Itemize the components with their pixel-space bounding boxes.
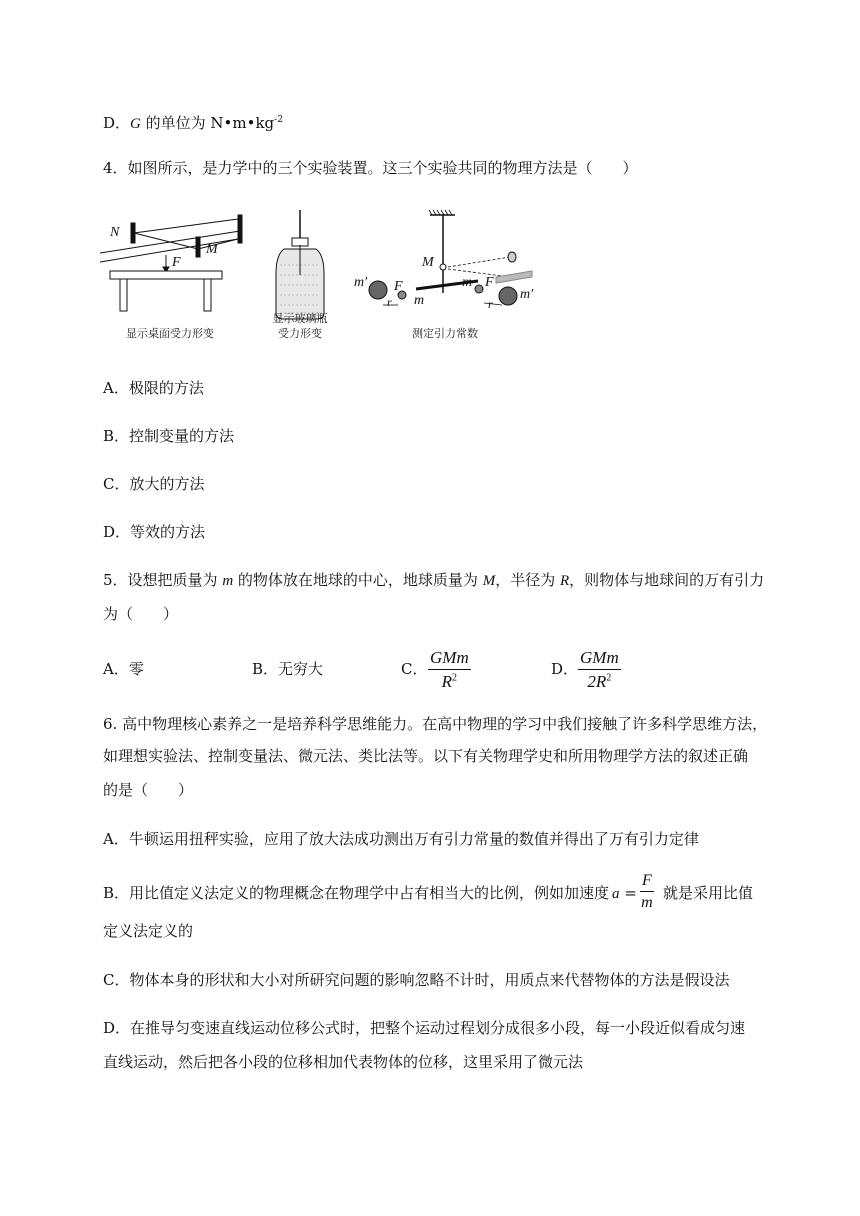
q3-option-d-text: 的单位为 N•m•kg — [140, 114, 275, 132]
q4-option-a: A．极限的方法 — [103, 379, 204, 397]
caption-bottle-line1: 显示玻璃瓶 — [272, 312, 328, 325]
q4-stem: 4．如图所示，是力学中的三个实验装置。这三个实验共同的物理方法是（ ） — [103, 159, 638, 177]
q3-option-d-prefix: D． — [103, 114, 131, 132]
q6-option-d-line1: D．在推导匀变速直线运动位移公式时，把整个运动过程划分成很多小段，每一小段近似看成匀速 — [103, 1019, 746, 1037]
q5-option-d-den-exp: 2 — [606, 672, 612, 684]
q5-stem-mid1: 的物体放在地球的中心，地球质量为 — [233, 571, 483, 589]
label-f-left: F — [394, 279, 403, 294]
label-m-small-right: m — [462, 275, 473, 290]
q6-option-b — [103, 883, 609, 903]
q5-stem-mid2: ，半径为 — [495, 571, 560, 589]
bottle-drawing — [276, 210, 324, 319]
q5-option-c-numerator: GMm — [428, 648, 471, 670]
q5-var-M: M — [482, 573, 496, 589]
label-m-torsion: M — [422, 255, 434, 270]
q5-option-c-denominator — [428, 670, 471, 692]
caption-table: 显示桌面受力形变 — [126, 327, 214, 340]
q4-option-d: D．等效的方法 — [103, 523, 206, 541]
q4-figure — [100, 205, 540, 345]
q5-var-R: R — [559, 573, 570, 589]
q6-option-c: C．物体本身的形状和大小对所研究问题的影响忽略不计时，用质点来代替物体的方法是假设法 — [103, 971, 730, 989]
q5-option-a: A．零 — [103, 660, 144, 678]
label-m-upper: M — [206, 242, 218, 257]
q3-option-d-var: G — [130, 116, 141, 132]
q6-option-b-numerator: F — [640, 872, 654, 892]
q5-option-d-denominator — [578, 670, 621, 692]
q6-option-b-denominator: m — [641, 894, 653, 911]
q5-option-c-den-base: R — [441, 672, 453, 691]
q5-stem — [103, 570, 764, 591]
q6-option-b-var-a: a — [612, 886, 620, 902]
q5-option-d-den-base: 2R — [587, 672, 607, 691]
q6-option-b-line2: 定义法定义的 — [103, 922, 194, 940]
label-m-prime-left: m′ — [354, 275, 368, 290]
label-f: F — [172, 255, 181, 270]
q6-option-b-fraction — [640, 872, 654, 912]
q6-option-b-equals: = — [619, 884, 637, 902]
label-r-left: r — [387, 295, 392, 309]
q3-option-d — [103, 110, 283, 134]
q5-var-m: m — [222, 573, 234, 589]
caption-torsion: 测定引力常数 — [412, 327, 478, 340]
q6-option-b-post: 就是采用比值 — [663, 884, 754, 902]
q6-stem-line3: 的是（ ） — [103, 781, 194, 799]
q5-option-d-numerator: GMm — [578, 648, 621, 670]
q4-option-b: B．控制变量的方法 — [103, 427, 235, 445]
q5-option-c-fraction — [428, 648, 471, 692]
q4-option-c: C．放大的方法 — [103, 475, 205, 493]
q5-stem-post: ，则物体与地球间的万有引力 — [569, 571, 765, 589]
label-n: N — [110, 225, 120, 240]
q6-option-a: A．牛顿运用扭秤实验，应用了放大法成功测出万有引力常量的数值并得出了万有引力定律 — [103, 830, 699, 848]
q5-option-c-den-exp: 2 — [452, 672, 458, 684]
label-r-right: r — [488, 297, 493, 311]
q5-option-c-prefix: C． — [401, 660, 428, 678]
label-f-right: F — [485, 275, 494, 290]
label-m-prime-right: m′ — [520, 287, 534, 302]
label-m-small-left: m — [414, 293, 425, 308]
q6-option-b-pre: B．用比值定义法定义的物理概念在物理学中占有相当大的比例，例如加速度 — [103, 884, 610, 902]
q6-option-b-formula-lhs — [612, 883, 637, 904]
table-setup-drawing — [100, 215, 242, 311]
q5-stem-line2: 为（ ） — [103, 605, 179, 623]
q5-option-b: B．无穷大 — [252, 660, 324, 678]
caption-bottle-line2: 受力形变 — [278, 327, 322, 340]
q6-option-d-line2: 直线运动，然后把各小段的位移相加代表物体的位移，这里采用了微元法 — [103, 1053, 584, 1071]
q5-option-d-fraction — [578, 648, 621, 692]
q6-stem-line2: 如理想实验法、控制变量法、微元法、类比法等。以下有关物理学史和所用物理学方法的叙述正确 — [103, 747, 749, 765]
q3-option-d-exponent: -2 — [274, 115, 283, 125]
q5-stem-pre: 5．设想把质量为 — [103, 571, 223, 589]
q5-option-d-prefix: D． — [551, 660, 579, 678]
q6-stem-line1: 6. 高中物理核心素养之一是培养科学思维能力。在高中物理的学习中我们接触了许多科学思维方法， — [103, 715, 768, 733]
